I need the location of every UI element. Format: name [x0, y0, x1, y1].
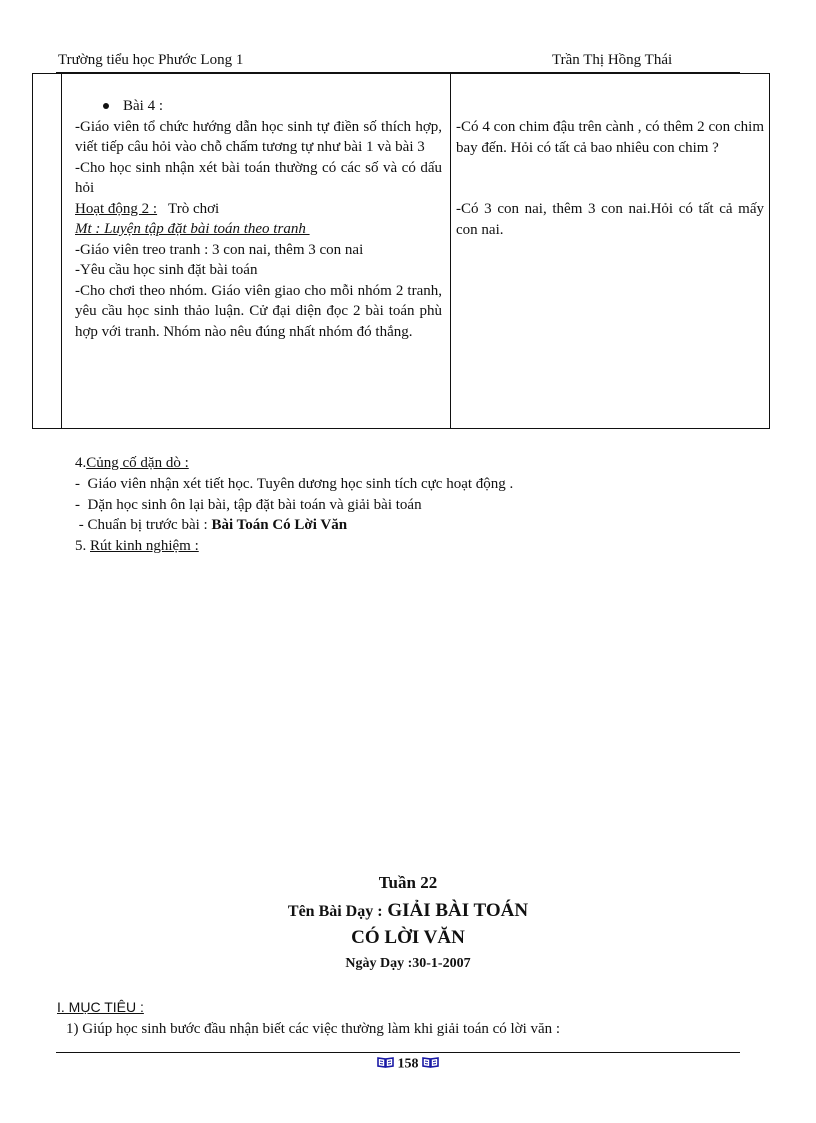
objectives-heading: I. MỤC TIÊU :: [57, 999, 144, 1015]
student-activities-cell: [456, 117, 764, 240]
objective-text: Mt : Luyện tập đặt bài toán theo tranh: [75, 221, 310, 237]
activity-2-label: Hoạt động 2 :: [75, 200, 158, 217]
bullet-icon: [103, 103, 109, 109]
section-4-heading: [75, 453, 513, 474]
student-answer: -Có 4 con chim đậu trên cành , có thêm 2 con chim bay đến. Hỏi có tất cả bao nhiêu con chim ?: [456, 119, 764, 156]
section-4-item: - Dặn học sinh ôn lại bài, tập đặt bài toán và giải bài toán: [75, 496, 422, 513]
activity-2-name: Trò chơi: [157, 200, 220, 217]
section-5-number: 5.: [75, 538, 90, 555]
open-book-icon: [422, 1056, 439, 1073]
section-4-title: Củng cố dặn dò :: [86, 455, 189, 471]
teacher-instruction: -Giáo viên tổ chức hướng dẫn học sinh tự điền số thích hợp, viết tiếp câu hỏi vào chỗ chấm tương tự như bài 1 và bài 3: [75, 118, 442, 155]
teacher-instruction: -Cho chơi theo nhóm. Giáo viên giao cho mỗi nhóm 2 tranh, yêu cầu học sinh thảo luận. Cử đại diện đọc 2 bài toán phù hợp với tranh. Nhóm nào nêu đúng nhất nhóm đó thắng.: [75, 282, 442, 340]
prep-lesson-title: Bài Toán Có Lời Văn: [211, 517, 348, 534]
lesson-name-line1: GIẢI BÀI TOÁN: [382, 900, 529, 921]
section-5-title: Rút kinh nghiệm :: [90, 538, 199, 555]
objective-item: 1) Giúp học sinh bước đầu nhận biết các việc thường làm khi giải toán có lời văn :: [66, 1021, 561, 1037]
lesson-name: [0, 900, 816, 922]
lesson-name-line2: CÓ LỜI VĂN: [351, 927, 465, 948]
activity-2-heading: [75, 199, 442, 220]
student-answer: -Có 3 con nai, thêm 3 con nai.Hỏi có tất cả mấy con nai.: [456, 201, 764, 238]
teacher-instruction: -Yêu cầu học sinh đặt bài toán: [75, 262, 258, 278]
section-4-item: - Giáo viên nhận xét tiết học. Tuyên dương học sinh tích cực hoạt động .: [75, 475, 514, 492]
lesson-name-label: Tên Bài Dạy :: [287, 903, 383, 920]
section-4-number: 4.: [75, 455, 87, 471]
header-school: Trường tiểu học Phước Long 1: [58, 52, 244, 68]
teacher-instruction: -Giáo viên treo tranh : 3 con nai, thêm 3 con nai: [75, 241, 364, 258]
page-number: [0, 1056, 816, 1073]
table-column-divider: [450, 73, 451, 429]
exercise-4-item: [75, 96, 442, 117]
open-book-icon: [377, 1056, 394, 1073]
footer-divider: [56, 1052, 740, 1053]
header-teacher: Trần Thị Hồng Thái: [552, 52, 673, 68]
lesson-date: Ngày Dạy :30-1-2007: [345, 956, 471, 971]
teacher-activities-cell: [75, 96, 442, 342]
prep-prefix: - Chuẩn bị trước bài :: [75, 517, 212, 534]
teacher-instruction: -Cho học sinh nhận xét bài toán thường có các số và có dấu hỏi: [75, 159, 442, 196]
activity-2-objective: [75, 219, 442, 240]
section-5-heading: [75, 536, 513, 557]
consolidation-section: [75, 453, 513, 557]
exercise-4-label: Bài 4 :: [123, 98, 163, 114]
table-narrow-column: [32, 73, 62, 429]
page-number-text: 158: [397, 1056, 419, 1072]
week-title: Tuần 22: [378, 873, 438, 892]
section-4-prep: [75, 515, 513, 536]
